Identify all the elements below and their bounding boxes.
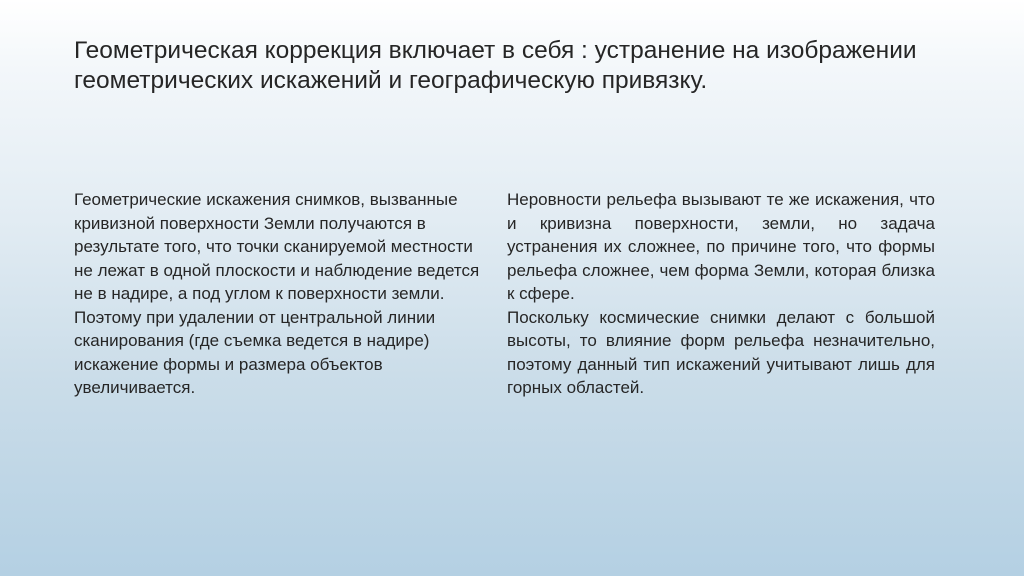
right-paragraph-2: Поскольку космические снимки делают с большой высоты, то влияние форм рельефа незначительно, поэтому данный тип искажений учитывают лишь для горных областей. [507,307,935,397]
left-paragraph: Геометрические искажения снимков, вызванные кривизной поверхности Земли получаются в результате того, что точки сканируемой местности не лежат в одной плоскости и наблюдение ведется не в надире, а под углом к поверхности земли. Поэтому при удалении от центральной линии сканирования (где съемка ведется в надире) искажение формы и размера объектов увеличивается. [74,190,480,397]
right-paragraph-1: Неровности рельефа вызывают те же искажения, что и кривизна поверхности, земли, но задача устранения их сложнее, по причине того, что формы рельефа сложнее, чем форма Земли, которая близка к сфере. [507,190,935,303]
right-text-column [507,188,935,400]
left-text-column [74,188,494,400]
slide-title: Геометрическая коррекция включает в себя : устранение на изображении геометрических искажений и географическую привязку. [74,37,917,94]
